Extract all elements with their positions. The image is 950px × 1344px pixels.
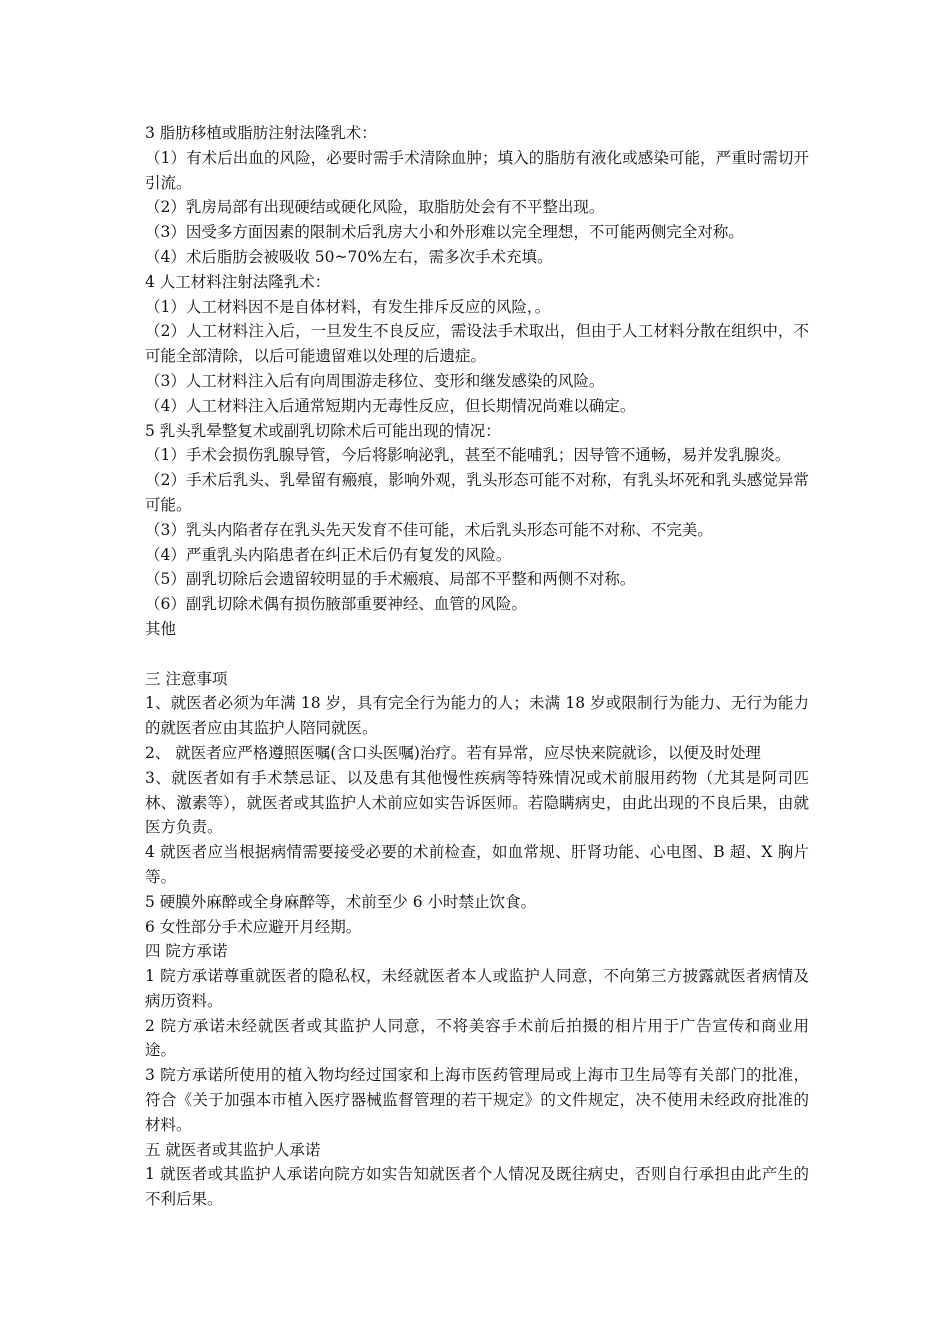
paragraph: 三 注意事项 <box>145 669 228 688</box>
paragraph: 五 就医者或其监护人承诺 <box>145 1140 321 1159</box>
paragraph: （4）严重乳头内陷患者在纠正术后仍有复发的风险。 <box>145 545 512 564</box>
blank-line <box>145 642 809 667</box>
paragraph: 1、就医者必须为年满 18 岁，具有完全行为能力的人；未满 18 岁或限制行为能力、无行为能力的就医者应由其监护人陪同就医。 <box>145 694 809 738</box>
paragraph: 2、 就医者应严格遵照医嘱(含口头医嘱)治疗。若有异常，应尽快来院就诊，以便及时处理 <box>145 743 761 762</box>
paragraph: （3）乳头内陷者存在乳头先天发育不佳可能，术后乳头形态可能不对称、不完美。 <box>145 520 713 539</box>
paragraph: （1）人工材料因不是自体材料，有发生排斥反应的风险，。 <box>145 297 551 316</box>
paragraph: （1）有术后出血的风险，必要时需手术清除血肿；填入的脂肪有液化或感染可能，严重时需切开引流。 <box>145 148 809 192</box>
paragraph: 4 人工材料注射法隆乳术： <box>145 272 331 291</box>
paragraph: 1 院方承诺尊重就医者的隐私权，未经就医者本人或监护人同意，不向第三方披露就医者病情及病历资料。 <box>145 967 809 1010</box>
document-body <box>145 121 809 1212</box>
paragraph: 四 院方承诺 <box>145 942 228 961</box>
paragraph: （3）人工材料注入后有向周围游走移位、变形和继发感染的风险。 <box>145 371 605 390</box>
paragraph: 6 女性部分手术应避开月经期。 <box>145 917 362 936</box>
paragraph: 5 乳头乳晕整复术或副乳切除术后可能出现的情况： <box>145 421 501 440</box>
paragraph: 2 院方承诺未经就医者或其监护人同意，不将美容手术前后拍摄的相片用于广告宣传和商业用途。 <box>145 1016 809 1060</box>
paragraph: （5）副乳切除后会遗留较明显的手术瘢痕、局部不平整和两侧不对称。 <box>145 570 636 589</box>
paragraph: （3）因受多方面因素的限制术后乳房大小和外形难以完全理想，不可能两侧完全对称。 <box>145 223 744 242</box>
paragraph: 其他 <box>145 619 177 638</box>
paragraph: 3 脂肪移植或脂肪注射法隆乳术： <box>145 124 377 142</box>
paragraph: （1）手术会损伤乳腺导管，今后将影响泌乳，甚至不能哺乳；因导管不通畅，易并发乳腺炎。 <box>145 446 791 465</box>
paragraph: （4）术后脂肪会被吸收 50~70%左右，需多次手术充填。 <box>145 247 553 266</box>
paragraph: 3 院方承诺所使用的植入物均经过国家和上海市医药管理局或上海市卫生局等有关部门的批准，符合《关于加强本市植入医疗器械监督管理的若干规定》的文件规定，决不使用未经政府批准的材料。 <box>145 1066 809 1134</box>
paragraph: 4 就医者应当根据病情需要接受必要的术前检查，如血常规、肝肾功能、心电图、B 超、X 胸片等。 <box>145 843 809 886</box>
paragraph: 3、就医者如有手术禁忌证、以及患有其他慢性疾病等特殊情况或术前服用药物（尤其是阿司匹林、激素等），就医者或其监护人术前应如实告诉医师。若隐瞒病史，由此出现的不良后果，由就医方负责。 <box>145 768 809 837</box>
paragraph: （2）乳房局部有出现硬结或硬化风险，取脂肪处会有不平整出现。 <box>145 198 605 217</box>
paragraph: （4）人工材料注入后通常短期内无毒性反应，但长期情况尚难以确定。 <box>145 396 636 415</box>
paragraph: 1 就医者或其监护人承诺向院方如实告知就医者个人情况及既往病史，否则自行承担由此产生的不利后果。 <box>145 1165 809 1209</box>
paragraph: （2）人工材料注入后，一旦发生不良反应，需设法手术取出，但由于人工材料分散在组织中，不可能全部清除，以后可能遗留难以处理的后遗症。 <box>145 322 809 366</box>
paragraph: （6）副乳切除术偶有损伤腋部重要神经、血管的风险。 <box>145 595 527 614</box>
paragraph: 5 硬膜外麻醉或全身麻醉等，术前至少 6 小时禁止饮食。 <box>145 892 537 911</box>
paragraph: （2）手术后乳头、乳晕留有瘢痕，影响外观，乳头形态可能不对称，有乳头坏死和乳头感觉异常可能。 <box>145 471 809 514</box>
